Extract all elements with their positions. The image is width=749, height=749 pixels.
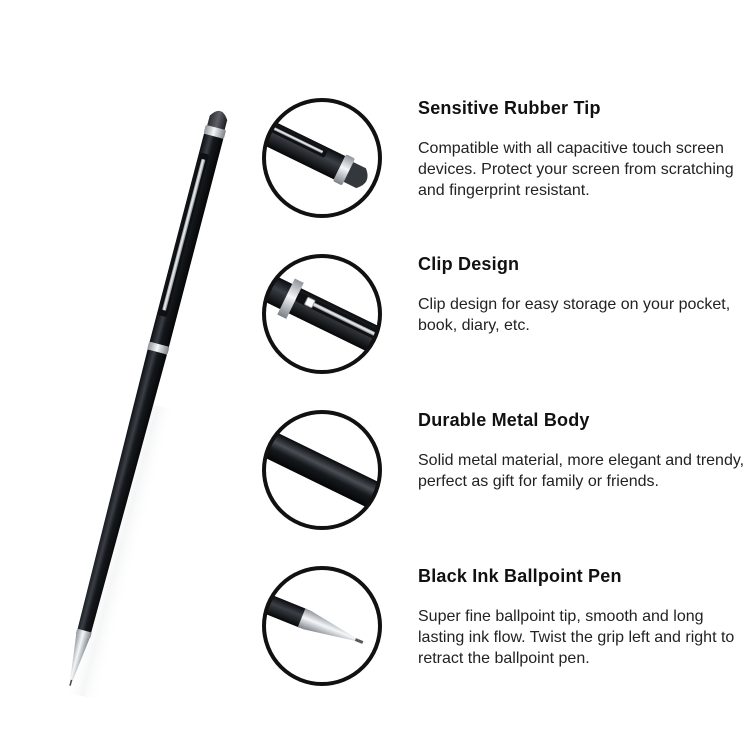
clip-closeup-icon [262, 254, 382, 374]
feature-description: Compatible with all capacitive touch screen devices. Protect your screen from scratching and fingerprint resistant. [418, 140, 734, 199]
feature-description: Super fine ballpoint tip, smooth and long lasting ink flow. Twist the grip left and right to retract the ballpoint pen. [418, 608, 735, 667]
feature-rubber-tip [262, 98, 749, 228]
feature-clip-design [262, 254, 749, 384]
feature-title: Clip Design [418, 254, 520, 274]
feature-description: Clip design for easy storage on your pocket, book, diary, etc. [418, 296, 731, 334]
feature-title: Black Ink Ballpoint Pen [418, 566, 622, 586]
pen-body-group [58, 108, 251, 700]
feature-title: Durable Metal Body [418, 410, 590, 430]
clip [158, 152, 209, 317]
feature-description: Solid metal material, more elegant and trendy, perfect as gift for family or friends. [418, 452, 745, 490]
ballpoint-tip-closeup-icon [262, 566, 382, 686]
feature-metal-body [262, 410, 749, 540]
feature-title: Sensitive Rubber Tip [418, 98, 601, 118]
metal-body-closeup-icon [262, 410, 382, 530]
rubber-tip-closeup-icon [262, 98, 382, 218]
feature-ballpoint [262, 566, 749, 696]
